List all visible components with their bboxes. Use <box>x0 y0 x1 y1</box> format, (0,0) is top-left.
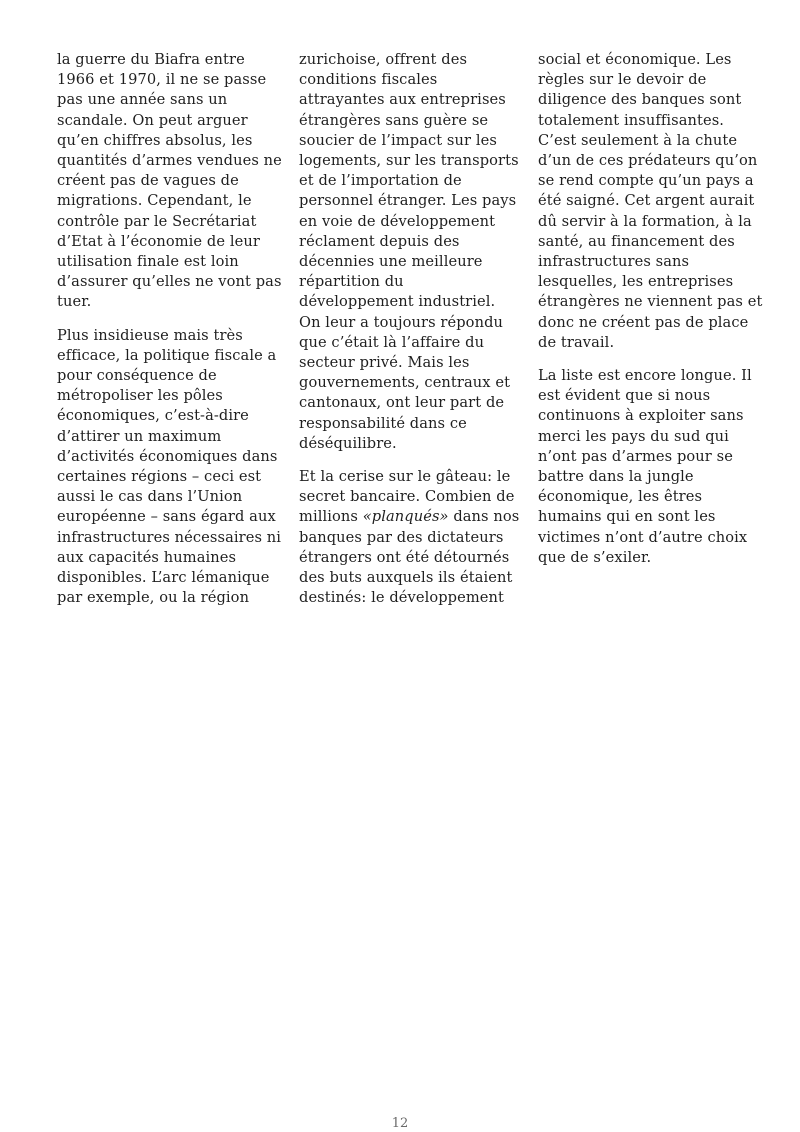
text-line: d’activités économiques dans <box>57 447 278 465</box>
text-line: banques par des dictateurs <box>299 528 504 546</box>
text-line: aussi le cas dans l’Union <box>57 488 243 506</box>
text-line: logements, sur les transports <box>299 152 519 170</box>
text-line: économiques, c’est-à-dire <box>57 407 249 425</box>
text-line: zurichoise, offrent des <box>299 51 468 68</box>
text-line: victimes n’ont d’autre choix <box>538 528 748 546</box>
text-line: donc ne créent pas de place <box>538 313 749 331</box>
text-line: utilisation finale est loin <box>57 253 239 271</box>
text-line: conditions fiscales <box>299 71 438 89</box>
text-line: millions «planqués» dans nos <box>299 508 520 526</box>
paragraph-gap <box>538 353 754 366</box>
text-line: Et la cerise sur le gâteau: le <box>299 468 511 486</box>
text-line: d’Etat à l’économie de leur <box>57 232 260 250</box>
text-line: responsabilité dans ce <box>299 414 467 432</box>
text-line: métropoliser les pôles <box>57 387 223 405</box>
paragraph <box>538 366 754 568</box>
text-line: est évident que si nous <box>538 387 711 405</box>
paragraph <box>57 326 282 609</box>
text-line: personnel étranger. Les pays <box>299 192 517 210</box>
text-line: destinés: le développement <box>299 589 504 607</box>
text-line: pas une année sans un <box>57 91 228 109</box>
text-line: des buts auxquels ils étaient <box>299 569 513 587</box>
paragraph-gap <box>299 454 515 467</box>
text-line: 1966 et 1970, il ne se passe <box>57 71 267 89</box>
text-column-1 <box>57 50 282 608</box>
text-line: attrayantes aux entreprises <box>299 91 506 109</box>
text-line: aux capacités humaines <box>57 548 237 566</box>
text-line: pour conséquence de <box>57 367 217 385</box>
text-line: secret bancaire. Combien de <box>299 488 515 506</box>
text-line: migrations. Cependant, le <box>57 192 252 210</box>
text-line: créent pas de vagues de <box>57 172 239 190</box>
text-line: lesquelles, les entreprises <box>538 273 734 291</box>
text-line: humains qui en sont les <box>538 508 716 526</box>
text-line: infrastructures sans <box>538 253 690 271</box>
text-line: dû servir à la formation, à la <box>538 212 752 230</box>
text-line: se rend compte qu’un pays a <box>538 172 754 190</box>
text-line: en voie de développement <box>299 212 496 230</box>
paragraph <box>57 50 282 313</box>
paragraph <box>299 50 519 454</box>
text-line: réclament depuis des <box>299 232 460 250</box>
text-line: déséquilibre. <box>299 434 397 452</box>
text-line: décennies une meilleure <box>299 253 483 271</box>
text-line: qu’en chiffres absolus, les <box>57 131 253 149</box>
text-line: et de l’importation de <box>299 172 462 190</box>
text-line: disponibles. L’arc lémanique <box>57 569 270 587</box>
page-number: 12 <box>391 1116 409 1131</box>
text-line: santé, au financement des <box>538 232 735 250</box>
text-line: contrôle par le Secrétariat <box>57 212 257 230</box>
text-line: n’ont pas d’armes pour se <box>538 447 733 465</box>
text-line: tuer. <box>57 293 92 311</box>
text-line: développement industriel. <box>299 293 496 311</box>
text-line: gouvernements, centraux et <box>299 374 511 392</box>
text-line: d’un de ces prédateurs qu’on <box>538 152 758 170</box>
paragraph <box>538 50 763 353</box>
text-line: étrangères ne viennent pas et <box>538 293 763 311</box>
text-line: soucier de l’impact sur les <box>299 131 497 149</box>
text-line: diligence des banques sont <box>538 91 742 109</box>
text-line: La liste est encore longue. Il <box>538 367 752 385</box>
text-line: étrangères sans guère se <box>299 111 489 129</box>
text-line: d’attirer un maximum <box>57 427 222 445</box>
text-line: règles sur le devoir de <box>538 71 707 89</box>
text-line: continuons à exploiter sans <box>538 407 744 425</box>
text-line: cantonaux, ont leur part de <box>299 394 505 412</box>
text-line: économique, les êtres <box>538 488 703 506</box>
text-line: européenne – sans égard aux <box>57 508 276 526</box>
text-line: infrastructures nécessaires ni <box>57 528 282 546</box>
text-line: la guerre du Biafra entre <box>57 51 245 68</box>
text-line: C’est seulement à la chute <box>538 131 738 149</box>
text-line: Plus insidieuse mais très <box>57 326 243 344</box>
text-line: scandale. On peut arguer <box>57 111 248 129</box>
paragraph-gap <box>57 313 273 326</box>
text-line: que de s’exiler. <box>538 548 652 566</box>
text-line: été saigné. Cet argent aurait <box>538 192 755 210</box>
paragraph <box>299 467 520 608</box>
text-line: efficace, la politique fiscale a <box>57 346 277 364</box>
text-line: certaines régions – ceci est <box>57 468 262 486</box>
text-line: merci les pays du sud qui <box>538 427 729 445</box>
text-line: totalement insuffisantes. <box>538 111 725 129</box>
text-line: que c’était là l’affaire du <box>299 333 485 351</box>
text-line: de travail. <box>538 333 615 351</box>
text-line: par exemple, ou la région <box>57 589 250 607</box>
text-column-2 <box>299 50 520 608</box>
text-line: social et économique. Les <box>538 51 732 68</box>
text-line: quantités d’armes vendues ne <box>57 152 282 170</box>
italic-word: «planqués» <box>362 508 449 526</box>
text-line: On leur a toujours répondu <box>299 313 504 331</box>
text-line: étrangers ont été détournés <box>299 548 510 566</box>
text-line: répartition du <box>299 273 404 291</box>
text-line: battre dans la jungle <box>538 468 694 486</box>
text-line: secteur privé. Mais les <box>299 354 470 372</box>
text-column-3 <box>538 50 763 568</box>
text-line: d’assurer qu’elles ne vont pas <box>57 273 282 291</box>
